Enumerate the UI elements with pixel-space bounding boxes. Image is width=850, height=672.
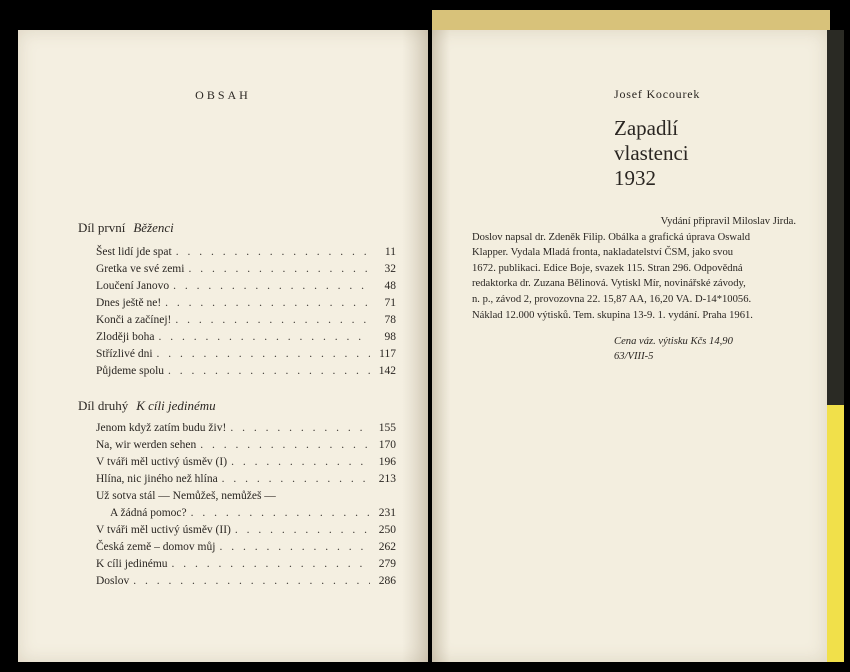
title-year: 1932 [614, 166, 656, 190]
toc-entry [96, 473, 396, 490]
cover-yellow-band [826, 405, 844, 662]
toc-entry [96, 348, 396, 365]
toc-entry-page: 286 [378, 575, 396, 587]
price-note [614, 334, 733, 364]
toc-entry-page: 71 [384, 297, 396, 309]
toc-entry-page: 117 [379, 348, 396, 360]
author-name: Josef Kocourek [614, 87, 701, 101]
toc-list-part-one [96, 246, 396, 382]
toc-entry-title: Gretka ve své zemi [96, 263, 185, 275]
dot-leader [235, 524, 370, 536]
toc-list-part-two [96, 422, 396, 592]
toc-entry-page: 250 [378, 524, 396, 536]
catalog-code: 63/VIII-5 [614, 351, 654, 362]
dot-leader [231, 456, 370, 468]
dot-leader [230, 422, 370, 434]
toc-entry-page: 98 [384, 331, 396, 343]
part-label: Díl druhý [78, 398, 129, 413]
imprint-line: Klapper. Vydala Mladá fronta, nakladatelství ČSM, jako svou [472, 247, 734, 259]
part-two-heading [78, 398, 216, 414]
toc-entry-title: Už sotva stál — Nemůžeš, nemůžeš — [96, 490, 276, 502]
toc-entry [96, 365, 396, 382]
toc-entry [96, 575, 396, 592]
dot-leader [200, 439, 370, 451]
toc-entry-title: Střízlivé dni [96, 348, 153, 360]
dot-leader [175, 314, 370, 326]
toc-entry-title: Na, wir werden sehen [96, 439, 197, 451]
toc-entry-page: 142 [378, 365, 396, 377]
toc-entry-page: 48 [384, 280, 396, 292]
imprint-line: redaktorka dr. Zuzana Bělinová. Vytiskl Mír, novinářské závody, [472, 278, 746, 290]
toc-entry-title: Konči a začínej! [96, 314, 172, 326]
toc-entry-page: 196 [378, 456, 396, 468]
price-line: Cena váz. výtisku Kčs 14,90 [614, 336, 733, 347]
dot-leader [219, 541, 370, 553]
toc-entry-title: Česká země – domov můj [96, 541, 216, 553]
imprint-line: Náklad 12.000 výtisků. Tem. skupina 13-9. 1. vydání. Praha 1961. [472, 309, 753, 321]
toc-entry [96, 507, 396, 524]
toc-entry-title: A žádná pomoc? [110, 507, 187, 519]
toc-entry-page: 279 [378, 558, 396, 570]
toc-entry [96, 280, 396, 297]
toc-entry-page: 155 [378, 422, 396, 434]
toc-entry-title: Hlína, nic jiného než hlína [96, 473, 218, 485]
toc-entry-title: V tváři měl uctivý úsměv (I) [96, 456, 228, 468]
toc-entry [96, 524, 396, 541]
title-line: Zapadlí [614, 116, 679, 140]
imprint-line: Doslov napsal dr. Zdeněk Filip. Obálka a grafická úprava Oswald [472, 231, 751, 243]
book-title [614, 116, 689, 191]
dot-leader [157, 348, 370, 360]
dot-leader [172, 558, 370, 570]
toc-entry-title: K cíli jedinému [96, 558, 168, 570]
dot-leader [176, 246, 370, 258]
toc-entry-title: Půjdeme spolu [96, 365, 165, 377]
toc-entry-page: 231 [378, 507, 396, 519]
toc-entry-title: Jenom když zatím budu živ! [96, 422, 227, 434]
toc-entry [96, 422, 396, 439]
part-label: Díl první [78, 220, 126, 235]
toc-entry [96, 297, 396, 314]
toc-entry-page: 213 [378, 473, 396, 485]
toc-entry-title: Šest lidí jde spat [96, 246, 172, 258]
part-one-heading [78, 220, 174, 236]
toc-entry-page: 78 [384, 314, 396, 326]
gutter-shadow [432, 30, 450, 662]
toc-entry [96, 331, 396, 348]
toc-entry-title: V tváři měl uctivý úsměv (II) [96, 524, 231, 536]
dot-leader [133, 575, 370, 587]
dot-leader [191, 507, 370, 519]
dot-leader [173, 280, 370, 292]
dot-leader [165, 297, 370, 309]
toc-entry-title: Dnes ještě ne! [96, 297, 162, 309]
toc-entry [96, 558, 396, 575]
imprint-line: 1672. publikaci. Edice Boje, svazek 115. Stran 296. Odpovědná [472, 262, 743, 274]
toc-entry [96, 541, 396, 558]
toc-entry [96, 263, 396, 280]
toc-entry [96, 490, 396, 507]
cover-edge-top [432, 10, 830, 32]
part-subtitle: K cíli jedinému [136, 398, 216, 413]
imprint-line: n. p., závod 2, provozovna 22. 15,87 AA, 16,20 VA. D-14*10056. [472, 293, 752, 305]
toc-entry-title: Loučení Janovo [96, 280, 170, 292]
toc-entry-page: 11 [384, 246, 396, 258]
right-page [432, 30, 827, 662]
dot-leader [158, 331, 370, 343]
toc-entry-page: 262 [378, 541, 396, 553]
toc-entry [96, 439, 396, 456]
left-page [18, 30, 428, 662]
imprint-line: Vydání připravil Miloslav Jirda. [660, 216, 796, 227]
imprint-text [472, 214, 796, 323]
dot-leader [188, 263, 370, 275]
toc-heading: OBSAH [195, 88, 251, 102]
dot-leader [168, 365, 370, 377]
toc-entry-page: 170 [378, 439, 396, 451]
toc-entry [96, 246, 396, 263]
title-line: vlastenci [614, 141, 689, 165]
gutter-shadow [402, 30, 428, 662]
toc-entry-page: 32 [384, 263, 396, 275]
part-subtitle: Běženci [133, 220, 174, 235]
toc-entry [96, 456, 396, 473]
toc-entry-title: Doslov [96, 575, 130, 587]
toc-entry-title: Zloději boha [96, 331, 155, 343]
toc-entry [96, 314, 396, 331]
dot-leader [222, 473, 370, 485]
